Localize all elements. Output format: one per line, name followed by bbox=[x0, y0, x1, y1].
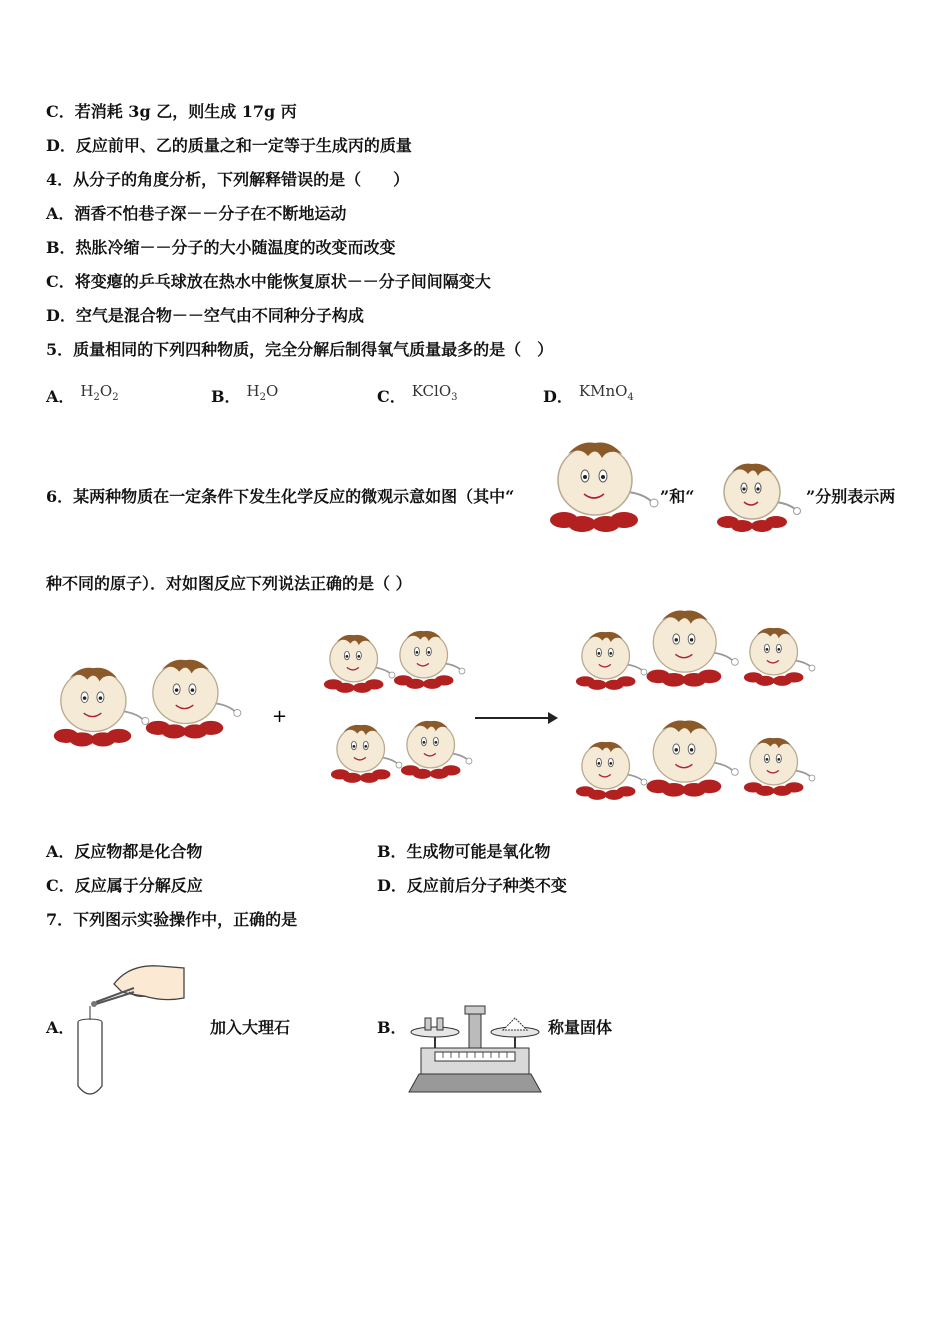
q4-option-b: B．热胀冷缩－－分子的大小随温度的改变而改变 bbox=[46, 238, 396, 257]
q5-stem: 5．质量相同的下列四种物质，完全分解后制得氧气质量最多的是（ ） bbox=[46, 340, 554, 359]
option-letter: D． bbox=[543, 387, 573, 406]
small-atom-legend-icon bbox=[710, 458, 802, 532]
q7-option-a-letter: A． bbox=[46, 1018, 75, 1037]
q4-option-c: C．将变瘪的乒乓球放在热水中能恢复原状－－分子间间隔变大 bbox=[46, 272, 491, 291]
q7-option-b-letter: B． bbox=[377, 1018, 407, 1037]
product-molecule-top bbox=[576, 611, 815, 690]
q3-option-c: C．若消耗 3g 乙，则生成 17g 丙 bbox=[46, 102, 297, 121]
q7-stem: 7．下列图示实验操作中，正确的是 bbox=[46, 910, 298, 929]
q4-option-a: A．酒香不怕巷子深－－分子在不断地运动 bbox=[46, 204, 347, 223]
plus-sign: + bbox=[272, 706, 288, 727]
q6-stem-part1: 6．某两种物质在一定条件下发生化学反应的微观示意如图（其中“ bbox=[46, 487, 515, 506]
q3-option-d: D．反应前甲、乙的质量之和一定等于生成丙的质量 bbox=[46, 136, 412, 155]
q6-option-c: C．反应属于分解反应 bbox=[46, 876, 203, 895]
product-molecule-bottom bbox=[576, 721, 815, 800]
q6-option-a: A．反应物都是化合物 bbox=[46, 842, 203, 861]
q5-option-b bbox=[211, 382, 279, 414]
q5-option-d bbox=[543, 382, 634, 414]
option-letter: A． bbox=[46, 387, 75, 406]
q6-option-d: D．反应前后分子种类不变 bbox=[377, 876, 567, 895]
balance-scale-illustration bbox=[405, 1000, 545, 1098]
q5-option-a bbox=[46, 382, 119, 414]
q6-stem-line2: 种不同的原子）．对如图反应下列说法正确的是（ ） bbox=[46, 574, 412, 593]
reaction-diagram bbox=[40, 600, 840, 815]
q6-option-b: B．生成物可能是氧化物 bbox=[377, 842, 551, 861]
reactant-molecule-small-pair-top bbox=[324, 631, 465, 693]
formula-kmno4: KMnO$_4$ bbox=[578, 382, 634, 403]
q7-option-a-text: 加入大理石 bbox=[210, 1018, 291, 1037]
q6-stem-part2: ”和“ bbox=[660, 487, 695, 506]
option-letter: B． bbox=[211, 387, 241, 406]
formula-h2o2: $H_2O_2$ bbox=[80, 382, 119, 403]
big-atom-legend-icon bbox=[540, 436, 660, 531]
test-tube-tweezers-illustration bbox=[74, 962, 189, 1102]
reactant-molecule-small-pair-bottom bbox=[331, 721, 472, 783]
formula-h2o: $H_2O$ bbox=[246, 382, 279, 403]
reaction-arrow bbox=[475, 712, 558, 724]
q6-stem-part3: ”分别表示两 bbox=[806, 487, 896, 506]
formula-kclo3: KClO$_3$ bbox=[411, 382, 458, 403]
reactant-molecule-big-pair bbox=[54, 660, 241, 747]
q5-option-c bbox=[377, 382, 458, 414]
q4-option-d: D．空气是混合物－－空气由不同种分子构成 bbox=[46, 306, 364, 325]
q7-option-b-text: 称量固体 bbox=[548, 1018, 613, 1037]
option-letter: C． bbox=[377, 387, 406, 406]
q4-stem: 4．从分子的角度分析，下列解释错误的是（ ） bbox=[46, 170, 410, 189]
